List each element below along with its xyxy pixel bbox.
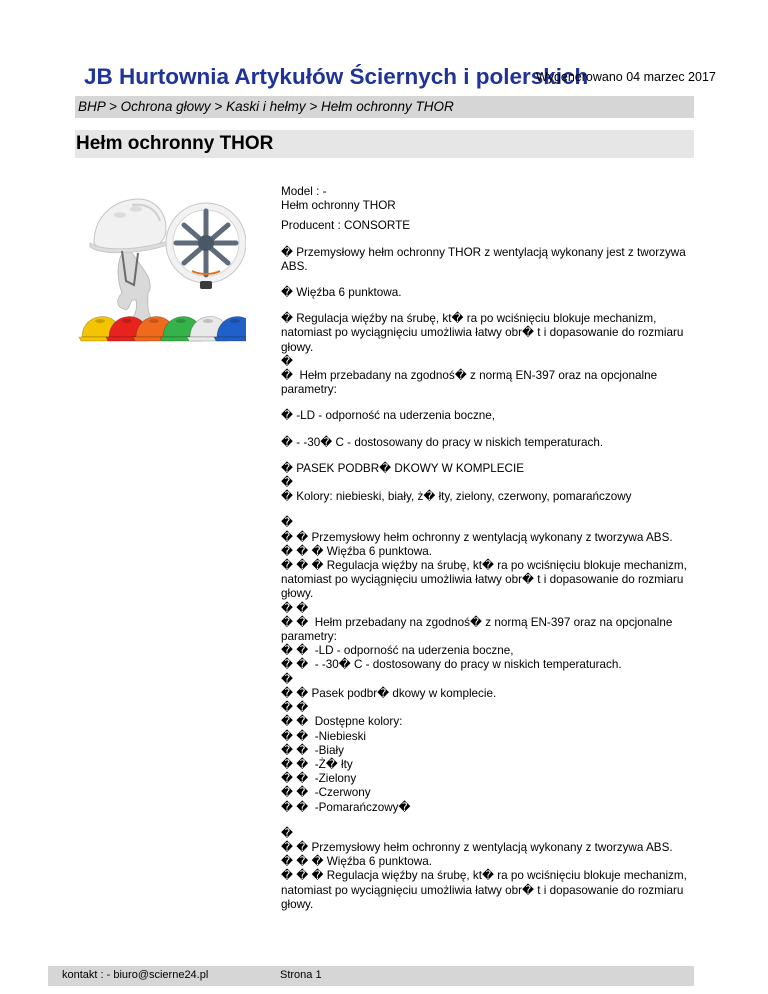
helmet-illustration [76,185,246,355]
description-paragraph: � � � Przemysłowy hełm ochronny z wentylacją wykonany z tworzywa ABS. � � � Więźba 6 punktowa. � � � Regulacja więźby na śrubę, kt� ra po wciśnięciu blokuje mechanizm, natomiast po wyciągnięciu umożliwia łatwy obr� t i dopasowanie do rozmiaru głowy. [281,826,687,911]
product-model: Model : - [281,185,327,198]
description-paragraph: � Więźba 6 punktowa. [281,286,402,300]
description-paragraph: � � � Przemysłowy hełm ochronny z wentylacją wykonany z tworzywa ABS. � � � Więźba 6 punktowa. � � � Regulacja więźby na śrubę, kt� ra po wciśnięciu blokuje mechanizm, natomiast po wyciągnięciu umożliwia łatwy obr� t i dopasowanie do rozmiaru głowy. � � � � Hełm przebadany na zgodnoś� z normą EN-397 oraz na opcjonalne parametry: � � -LD - odporność na uderzenia boczne, � � - -30� C - dostosowany do pracy w niskich temperaturach. � � � Pasek podbr� dkowy w komplecie. � � � � Dostępne kolory: � � -Niebieski � � -Biały � � -Ż� łty � � -Zielony � � -Czerwony � � -Pomarańczowy� [281,516,687,814]
generated-date: Wygenerowano 04 marzec 2017 [536,70,716,84]
footer-contact: kontakt : - biuro@scierne24.pl [62,969,209,981]
product-image [76,185,246,355]
helmet-side-view [90,199,168,323]
description-paragraph: � - -30� C - dostosowany do pracy w niskich temperaturach. [281,435,604,449]
product-producer: Producent : CONSORTE [281,219,411,233]
product-description [281,246,691,912]
product-name: Hełm ochronny THOR [281,199,396,213]
description-paragraph: � PASEK PODBR� DKOWY W KOMPLECIE � � Kolory: niebieski, biały, ż� łty, zielony, czerwony, pomarańczowy [281,461,632,504]
description-paragraph: � Przemysłowy hełm ochronny THOR z wentylacją wykonany jest z tworzywa ABS. [281,245,689,273]
breadcrumb: BHP > Ochrona głowy > Kaski i hełmy > Hełm ochronny THOR [75,96,694,118]
page-title: Hełm ochronny THOR [75,130,694,158]
site-title: JB Hurtownia Artykułów Ściernych i polerskich [84,64,589,89]
helmet-interior-view [166,203,246,289]
product-details [281,185,691,912]
footer-page-number: Strona 1 [280,969,322,981]
description-paragraph: � -LD - odporność na uderzenia boczne, [281,409,496,423]
description-paragraph: � Regulacja więźby na śrubę, kt� ra po wciśnięciu blokuje mechanizm, natomiast po wyciągnięciu umożliwia łatwy obr� t i dopasowanie do rozmiaru głowy. � � Hełm przebadany na zgodnoś� z normą EN-397 oraz na opcjonalne parametry: [281,312,684,397]
helmet-color-row [79,317,246,341]
